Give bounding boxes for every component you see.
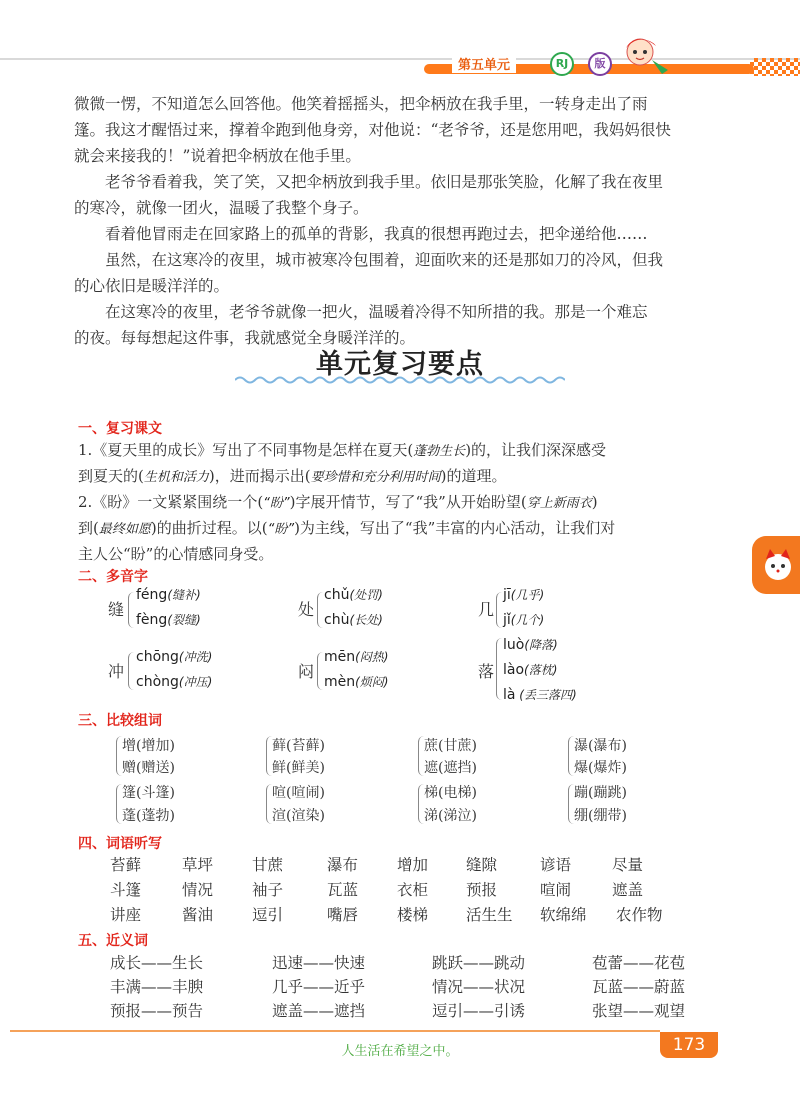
brace xyxy=(128,592,135,628)
dictation-word: 预报 xyxy=(466,881,498,899)
story-line: 篷。我这才醒悟过来，撑着伞跑到他身旁，对他说：“老爷爷，还是您用吧，我妈妈很快 xyxy=(74,121,671,139)
compare-word: 鲜(鲜美) xyxy=(272,760,325,776)
dictation-word: 楼梯 xyxy=(397,906,429,924)
synonym-pair: 几乎——近乎 xyxy=(272,978,366,996)
dictation-word: 苔藓 xyxy=(110,856,142,874)
compare-word: 蔗(甘蔗) xyxy=(424,738,477,754)
answer-fill: 穿上新雨衣 xyxy=(526,496,592,511)
story-line: 在这寒冷的夜里，老爷爷就像一把火，温暖着冷得不知所措的我。那是一个难忘 xyxy=(105,303,648,321)
dictation-word: 遮盖 xyxy=(612,881,644,899)
compare-word: 蓬(蓬勃) xyxy=(122,808,175,824)
review-heading: 单元复习要点 xyxy=(316,349,484,380)
synonym-pair: 丰满——丰腴 xyxy=(110,978,204,996)
polyphone-char: 落 xyxy=(478,662,495,681)
unit-title: 第五单元 xyxy=(452,54,516,73)
dictation-word: 增加 xyxy=(397,856,429,874)
review-line: 到夏天的(生机和活力)，进而揭示出(要珍惜和充分利用时间)的道理。 xyxy=(78,467,507,485)
pinyin-row: chōng(冲洗) xyxy=(136,649,213,665)
synonym-pair: 跳跃——跳动 xyxy=(432,954,526,972)
answer-fill: “盼” xyxy=(263,496,290,511)
dictation-word: 瀑布 xyxy=(327,856,359,874)
review-line: 2.《盼》一文紧紧围绕一个(“盼”)字展开情节，写了“我”从开始盼望(穿上新雨衣) xyxy=(78,493,598,511)
review-line: 到(最终如愿)的曲折过程。以(“盼”)为主线，写出了“我”丰富的内心活动，让我们对 xyxy=(78,519,616,537)
story-line: 就会来接我的！”说着把伞柄放在他手里。 xyxy=(74,147,361,165)
wave-divider xyxy=(235,375,565,385)
dictation-word: 逗引 xyxy=(252,906,284,924)
story-line: 的寒冷，就像一团火，温暖了我整个身子。 xyxy=(74,199,369,217)
pinyin-row: chǔ(处罚) xyxy=(324,587,383,603)
brace xyxy=(128,652,135,690)
polyphone-char: 冲 xyxy=(108,662,125,681)
section-title-synonyms: 五、近义词 xyxy=(78,933,148,949)
compare-word: 蹦(蹦跳) xyxy=(574,785,627,801)
pinyin-row: lào(落枕) xyxy=(503,662,558,678)
review-line: 1.《夏天里的成长》写出了不同事物是怎样在夏天(蓬勃生长)的，让我们深深感受 xyxy=(78,441,607,459)
brace xyxy=(317,592,324,628)
pinyin-row: chòng(冲压) xyxy=(136,674,213,690)
footer-rule xyxy=(10,1030,660,1032)
pinyin-row: luò(降落) xyxy=(503,637,558,653)
story-line: 虽然，在这寒冷的夜里，城市被寒冷包围着，迎面吹来的还是那如刀的冷风，但我 xyxy=(105,251,664,269)
dictation-word: 袖子 xyxy=(252,881,284,899)
compare-word: 遮(遮挡) xyxy=(424,760,477,776)
answer-fill: “盼” xyxy=(267,522,295,537)
compare-word: 喧(喧闹) xyxy=(272,785,325,801)
pinyin-row: jǐ(几个) xyxy=(503,612,545,628)
edition-badge: 版 xyxy=(588,52,612,76)
dictation-word: 斗篷 xyxy=(110,881,142,899)
section-title-polyphones: 二、多音字 xyxy=(78,569,148,585)
pinyin-row: là (丢三落四) xyxy=(503,687,577,703)
dictation-word: 衣柜 xyxy=(397,881,429,899)
dictation-word: 农作物 xyxy=(616,906,663,924)
dictation-word: 草坪 xyxy=(182,856,214,874)
synonym-pair: 张望——观望 xyxy=(592,1002,686,1020)
synonym-pair: 苞蕾——花苞 xyxy=(592,954,686,972)
story-line: 的夜。每每想起这件事，我就感觉全身暖洋洋的。 xyxy=(74,329,416,347)
polyphone-char: 处 xyxy=(298,600,315,619)
section-title-compare: 三、比较组词 xyxy=(78,713,162,729)
story-line: 的心依旧是暖洋洋的。 xyxy=(74,277,230,295)
compare-word: 瀑(瀑布) xyxy=(574,738,627,754)
answer-fill: 要珍惜和充分利用时间 xyxy=(310,470,441,485)
synonym-pair: 遮盖——遮挡 xyxy=(272,1002,366,1020)
answer-fill: 蓬勃生长 xyxy=(413,444,466,459)
section-title-dictation: 四、词语听写 xyxy=(78,836,162,852)
polyphone-char: 几 xyxy=(478,600,495,619)
story-line: 老爷爷看着我，笑了笑，又把伞柄放到我手里。依旧是那张笑脸，化解了我在夜里 xyxy=(105,173,664,191)
compare-word: 增(增加) xyxy=(122,738,175,754)
answer-fill: 生机和活力 xyxy=(143,470,209,485)
compare-word: 藓(苔藓) xyxy=(272,738,325,754)
dictation-word: 讲座 xyxy=(110,906,142,924)
pinyin-row: mèn(烦闷) xyxy=(324,674,389,690)
compare-word: 梯(电梯) xyxy=(424,785,477,801)
compare-word: 涕(涕泣) xyxy=(424,808,477,824)
dictation-word: 嘴唇 xyxy=(327,906,359,924)
brace xyxy=(317,652,324,690)
compare-word: 绷(绷带) xyxy=(574,808,627,824)
synonym-pair: 迅速——快速 xyxy=(272,954,366,972)
pinyin-row: chù(长处) xyxy=(324,612,383,628)
synonym-pair: 成长——生长 xyxy=(110,954,204,972)
cat-mascot-icon xyxy=(758,545,798,585)
synonym-pair: 逗引——引诱 xyxy=(432,1002,526,1020)
polyphone-char: 闷 xyxy=(298,662,315,681)
dictation-word: 喧闹 xyxy=(540,881,572,899)
dictation-word: 瓦蓝 xyxy=(327,881,359,899)
compare-word: 篷(斗篷) xyxy=(122,785,175,801)
checker-pattern xyxy=(750,58,800,76)
review-line: 主人公“盼”的心情感同身受。 xyxy=(78,545,274,563)
compare-word: 渲(渲染) xyxy=(272,808,325,824)
dictation-word: 酱油 xyxy=(182,906,214,924)
pinyin-row: mēn(闷热) xyxy=(324,649,389,665)
synonym-pair: 情况——状况 xyxy=(432,978,526,996)
pinyin-row: fèng(裂缝) xyxy=(136,612,201,628)
dictation-word: 甘蔗 xyxy=(252,856,284,874)
header-rule xyxy=(0,58,800,60)
rj-badge: RJ xyxy=(550,52,574,76)
pinyin-row: féng(缝补) xyxy=(136,587,201,603)
mascot-girl-icon xyxy=(612,30,672,78)
synonym-pair: 预报——预告 xyxy=(110,1002,204,1020)
dictation-word: 尽量 xyxy=(612,856,644,874)
brace xyxy=(496,638,503,700)
section-title-review-text: 一、复习课文 xyxy=(78,421,162,437)
footer-motto: 人生活在希望之中。 xyxy=(341,1044,459,1059)
story-line: 看着他冒雨走在回家路上的孤单的背影，我真的很想再跑过去，把伞递给他…… xyxy=(105,225,648,243)
story-line: 微微一愣，不知道怎么回答他。他笑着摇摇头，把伞柄放在我手里，一转身走出了雨 xyxy=(74,95,648,113)
dictation-word: 活生生 xyxy=(466,906,513,924)
dictation-word: 情况 xyxy=(182,881,214,899)
dictation-word: 缝隙 xyxy=(466,856,498,874)
polyphone-char: 缝 xyxy=(108,600,125,619)
answer-fill: 最终如愿 xyxy=(98,522,151,537)
compare-word: 赠(赠送) xyxy=(122,760,175,776)
dictation-word: 软绵绵 xyxy=(540,906,587,924)
dictation-word: 谚语 xyxy=(540,856,572,874)
brace xyxy=(496,592,503,628)
page-number: 173 xyxy=(660,1032,718,1058)
synonym-pair: 瓦蓝——蔚蓝 xyxy=(592,978,686,996)
compare-word: 爆(爆炸) xyxy=(574,760,627,776)
side-tab xyxy=(752,536,800,594)
pinyin-row: jī(几乎) xyxy=(503,587,545,603)
